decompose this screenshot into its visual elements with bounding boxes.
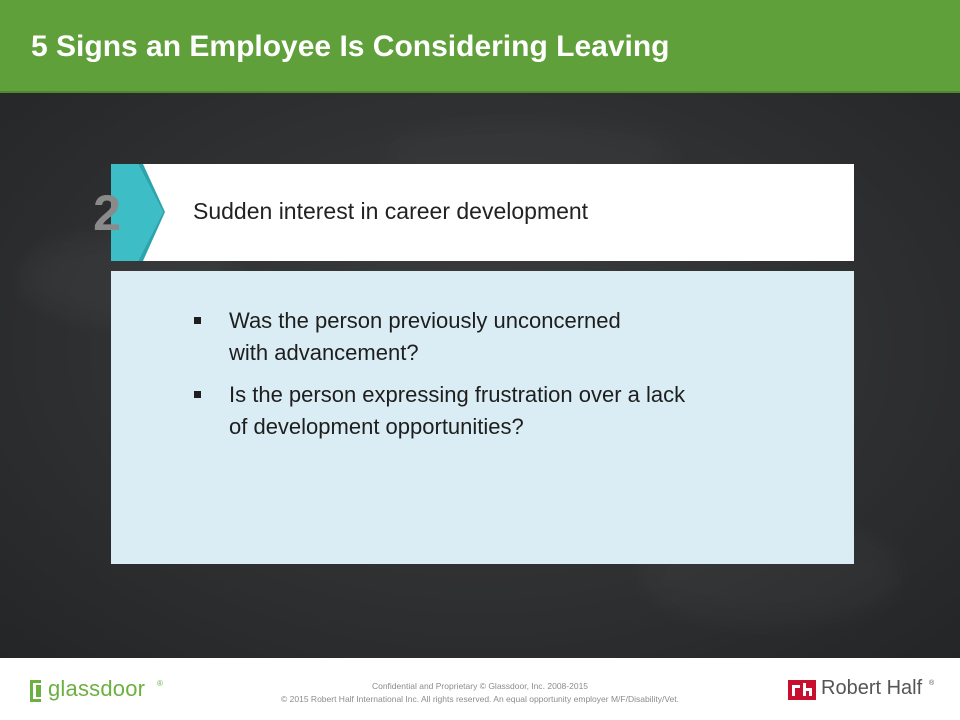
glassdoor-registered-mark: ®	[157, 679, 163, 688]
robert-half-registered-mark: ®	[929, 680, 935, 687]
legal-notice	[180, 680, 780, 706]
glassdoor-door-icon	[27, 676, 45, 706]
legal-line: Confidential and Proprietary © Glassdoor, Inc. 2008-2015	[371, 681, 589, 691]
sign-heading: Sudden interest in career development	[193, 198, 589, 224]
square-bullet-icon	[194, 317, 201, 324]
sign-number: 2	[93, 185, 121, 241]
glassdoor-logo: glassdoor	[48, 676, 146, 701]
bullet-text-line: Was the person previously unconcerned	[229, 308, 621, 333]
bullet-list	[190, 305, 810, 453]
bullet-text-line: Is the person expressing frustration over a lack	[229, 382, 686, 407]
list-item	[190, 379, 810, 443]
title-bar	[0, 0, 960, 93]
slide-title: 5 Signs an Employee Is Considering Leaving	[31, 30, 670, 63]
robert-half-logo: Robert Half	[821, 677, 923, 699]
bullet-text-line: with advancement?	[229, 340, 419, 365]
list-item	[190, 305, 810, 369]
robert-half-mark-icon	[788, 680, 816, 700]
bullet-text-line: of development opportunities?	[229, 414, 524, 439]
square-bullet-icon	[194, 391, 201, 398]
legal-line: © 2015 Robert Half International Inc. All rights reserved. An equal opportunity employer M/F/Disability/Vet.	[281, 694, 679, 704]
